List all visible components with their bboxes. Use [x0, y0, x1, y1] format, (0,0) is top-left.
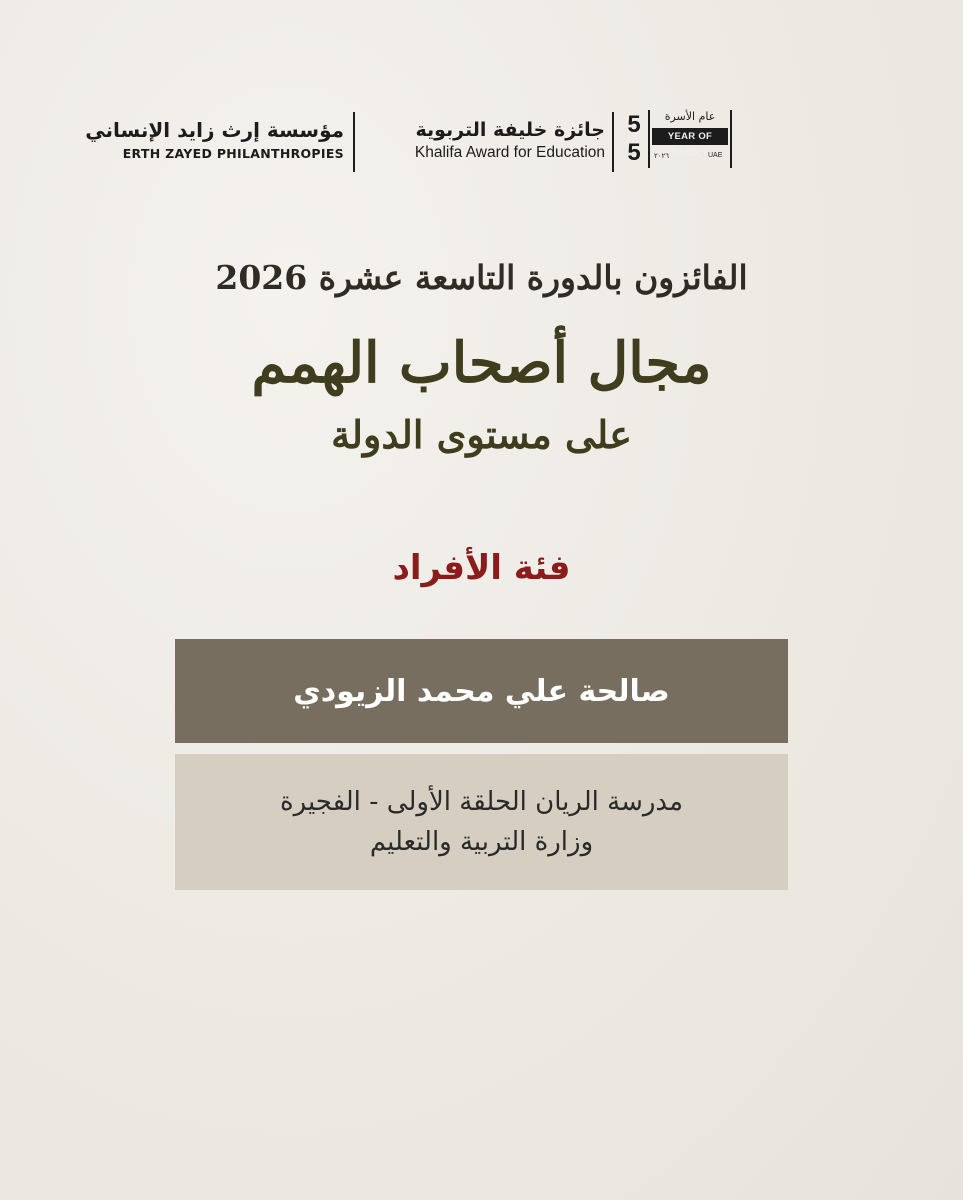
- erth-zayed-logo: [82, 118, 344, 161]
- logo-divider: [612, 112, 614, 172]
- year-of-family-digit-top: 5: [627, 111, 641, 138]
- headline-level: على مستوى الدولة: [331, 412, 632, 457]
- year-of-family-country: UAE: [708, 152, 723, 159]
- headline-edition: الفائزون بالدورة التاسعة عشرة 2026: [215, 258, 748, 297]
- year-of-family-logo: [624, 108, 736, 170]
- logo-bar: [0, 108, 963, 168]
- erth-zayed-arabic: مؤسسة إرث زايد الإنساني: [85, 118, 344, 142]
- year-of-family-digit-bottom: 5: [627, 139, 641, 166]
- year-of-family-year: ٢٠٢٦: [654, 153, 670, 160]
- winner-school: مدرسة الريان الحلقة الأولى - الفجيرة: [279, 787, 684, 817]
- year-of-family-english: YEAR OF FAMILY: [652, 128, 728, 145]
- khalifa-award-arabic: جائزة خليفة التربوية: [415, 119, 605, 141]
- logo-divider: [353, 112, 355, 172]
- khalifa-award-logo: [362, 118, 605, 162]
- category-title: فئة الأفراد: [392, 548, 571, 588]
- winner-name-card: [175, 639, 788, 743]
- year-of-family-arabic: عام الأسرة: [664, 110, 716, 123]
- winner-name: صالحة علي محمد الزيودي: [293, 673, 670, 709]
- erth-zayed-english: ERTH ZAYED PHILANTHROPIES: [122, 146, 344, 161]
- khalifa-award-english: Khalifa Award for Education: [414, 144, 605, 161]
- winner-ministry: وزارة التربية والتعليم: [369, 827, 594, 857]
- year-of-family-frame: [648, 110, 650, 168]
- winner-school-card: [175, 754, 788, 890]
- year-of-family-frame: [730, 110, 732, 168]
- headline-field: مجال أصحاب الهمم: [251, 330, 712, 396]
